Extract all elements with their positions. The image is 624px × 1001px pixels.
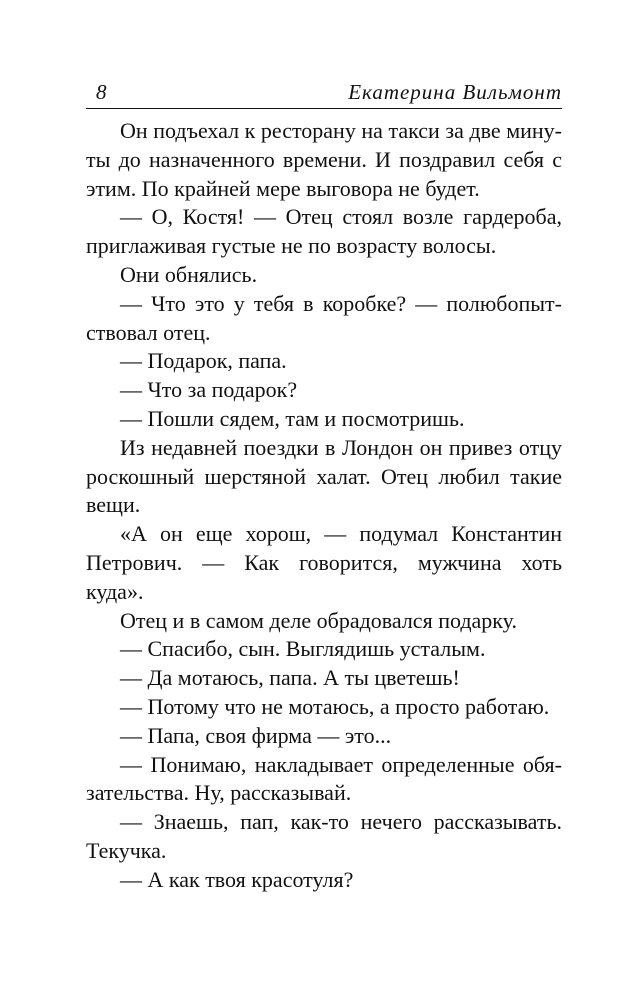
text-line: — Спасибо, сын. Выглядишь усталым. <box>120 636 486 662</box>
text-line: — Папа, своя фирма — это... <box>120 722 392 748</box>
text-line: этим. По крайней мере выговора не будет. <box>86 175 480 201</box>
text-line: Текучка. <box>86 837 167 863</box>
text-line: — Пошли сядем, там и посмотришь. <box>120 405 465 431</box>
text-line: куда». <box>86 578 144 604</box>
text-line: — Подарок, папа. <box>120 348 287 374</box>
page-header <box>86 80 562 108</box>
text-line: Петрович. — Как говорится, мужчина хоть <box>86 549 562 575</box>
text-line: Из недавней поездки в Лондон он привез отцу <box>120 434 562 460</box>
page-number: 8 <box>96 80 107 104</box>
text-line: — Знаешь, пап, как-то нечего рассказывать. <box>120 809 562 835</box>
text-line: — Что за подарок? <box>120 377 298 403</box>
text-line: роскошный шерстяной халат. Отец любил такие <box>86 463 562 489</box>
text-line: — Что это у тебя в коробке? — полюбопыт- <box>120 290 562 316</box>
running-head-author: Екатерина Вильмонт <box>348 80 562 104</box>
text-line: Они обнялись. <box>120 261 258 287</box>
text-line: Отец и в самом деле обрадовался подарку. <box>120 607 517 633</box>
text-line: Он подъехал к ресторану на такси за две мину- <box>120 118 562 143</box>
text-line: приглаживая густые не по возрасту волосы. <box>86 233 497 259</box>
text-line: ствовал отец. <box>86 319 211 345</box>
text-line: вещи. <box>86 492 141 518</box>
text-line: — Потому что не мотаюсь, а просто работаю. <box>120 693 550 719</box>
text-line: — Понимаю, накладывает определенные обя- <box>120 751 562 777</box>
header-rule <box>86 108 562 109</box>
text-line: ты до назначенного времени. И поздравил себя с <box>86 146 562 172</box>
text-line: — Да мотаюсь, папа. А ты цветешь! <box>120 665 460 691</box>
body-text <box>86 117 562 895</box>
text-line: — А как твоя красотуля? <box>120 866 354 892</box>
text-line: «А он еще хорош, — подумал Константин <box>120 521 562 547</box>
text-line: зательства. Ну, рассказывай. <box>86 780 352 806</box>
text-line: — О, Костя! — Отец стоял возле гардероба, <box>120 204 562 230</box>
